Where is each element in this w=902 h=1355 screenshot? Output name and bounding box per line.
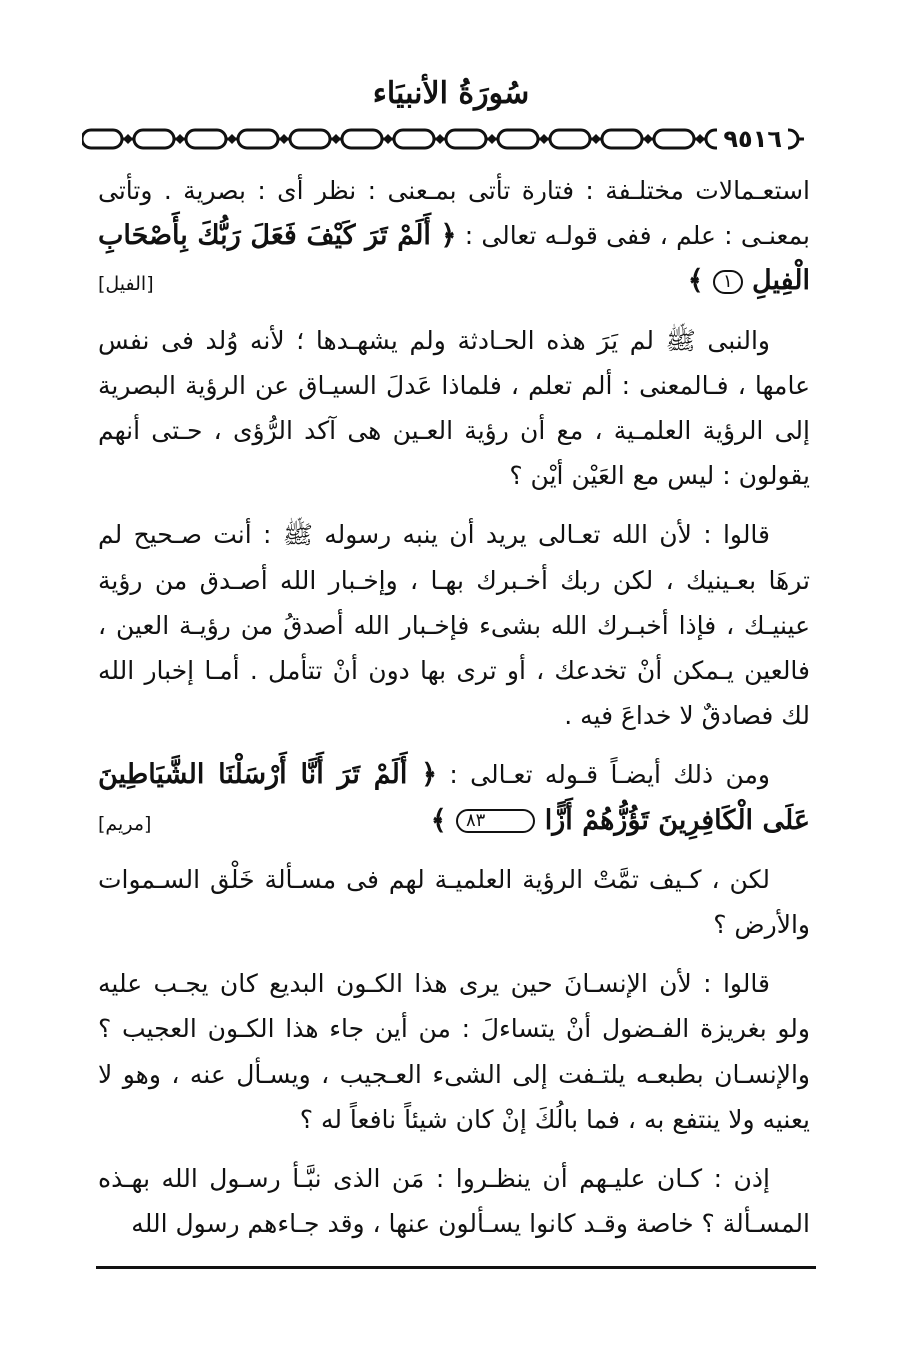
paragraph-7: إذن : كـان عليـهم أن ينظـروا : مَن الذى نبَّـأ رسـول الله بهـذه المسـألة ؟ خاصة وقـد كانوا يسـألون عنها ، وقد جـاءهم رسول الله: [98, 1164, 810, 1239]
ornament-link: [342, 130, 382, 148]
ornament-link: [446, 130, 486, 148]
ornament-link: [82, 130, 122, 148]
ornament-link: [134, 130, 174, 148]
page-number: ٩٥١٦: [717, 122, 788, 156]
quran-verse-1-close: ﴾: [687, 265, 713, 297]
ornament-link: [290, 130, 330, 148]
ornament-diamond: [695, 134, 705, 144]
ayah-number-2: ٨٣: [456, 809, 535, 833]
quran-verse-2-text: ﴿ أَلَمْ تَرَ أَنَّا أَرْسَلْنَا الشَّيَاطِينَ عَلَى الْكَافِرِينَ تَؤُزُّهُمْ أَزًّا: [98, 759, 810, 836]
surah-title: سُورَةُ الأنبيَاء: [372, 76, 530, 111]
paragraph-4: [98, 752, 810, 842]
ornament-bar: [82, 122, 804, 156]
ornament-link: [654, 130, 694, 148]
surah-reference-1: [الفيل]: [98, 273, 154, 296]
paragraph-4-text: ومن ذلك أيضـاً قـوله تعـالى :: [437, 760, 770, 790]
paragraph-3: قالوا : لأن الله تعـالى يريد أن ينبه رسوله ﷺ : أنت صـحيح لم ترهَا بعـينيك ، لكن ربك أخـبرك بهـا ، وإخـبار الله أصـدق من رؤية عينيـك ، فإذا أخبـرك الله بشىء فإخـبار الله أصدقُ من رؤيـة العين ، فالعين يـمكن أنْ تخدعك ، أو ترى بها دون أنْ تتأمل . أمـا إخبار الله لك فصادقٌ لا خداعَ فيه .: [98, 520, 810, 731]
paragraph-5: لكن ، كـيف تمَّتْ الرؤية العلميـة لهم فى مسـألة خَلْق السـموات والأرض ؟: [98, 864, 810, 940]
ornament-diamond: [331, 134, 341, 144]
quran-verse-2-close: ﴾: [430, 804, 457, 836]
surah-reference-2: [مريم]: [98, 812, 152, 835]
ornament-link: [602, 130, 642, 148]
bottom-rule: [96, 1266, 816, 1269]
ornament-diamond: [643, 134, 653, 144]
ornament-link: [394, 130, 434, 148]
ornament-diamond: [383, 134, 393, 144]
quran-verse-1-text: ﴿ أَلَمْ تَرَ كَيْفَ فَعَلَ رَبُّكَ بِأَصْحَابِ الْفِيلِ: [98, 220, 810, 297]
ornament-link: [238, 130, 278, 148]
ornament-link: [186, 130, 226, 148]
ornament-diamond: [279, 134, 289, 144]
ornament-diamond: [123, 134, 133, 144]
paragraph-6: قالوا : لأن الإنسـانَ حين يرى هذا الكـون البديع كان يجـب عليه ولو بغريزة الفـضول أنْ يتساءلَ : من أين جاء هذا الكـون العجيب ؟ والإنسـان بطبعـه يلتـفت إلى الشىء العـجيب ، ويسـأل عنه ، وهو لا يعنيه ولا ينتفع به ، فما بالُكَ إنْ كان شيئاً نافعاً له ؟: [98, 969, 810, 1134]
ornament-diamond: [487, 134, 497, 144]
ornament-diamond: [591, 134, 601, 144]
paragraph-1: [98, 168, 810, 304]
paragraph-2: والنبى ﷺ لم يَرَ هذه الحـادثة ولم يشهـدها ؛ لأنه وُلد فى نفس عامها ، فـالمعنى : ألم تعلم ، فلماذا عَدلَ السيـاق عن الرؤية البصرية إلى الرؤية العلمـية ، مع أن رؤية العـين هى آكد الرُّؤى ، حـتى أنهم يقولون : ليس مع العَيْن أيْن ؟: [98, 325, 810, 491]
ornament-link: [550, 130, 590, 148]
paragraph-1-text: استعـمالات مختلـفة : فتارة تأتى بمـعنى : نظر أى : بصرية . وتأتى بمعنـى : علم ، ففى قولـه تعالى :: [98, 176, 810, 251]
ornament-diamond: [227, 134, 237, 144]
page-text: [98, 168, 810, 1260]
ayah-number-1: ١: [713, 270, 743, 294]
ornament-diamond: [539, 134, 549, 144]
ornament-diamond: [175, 134, 185, 144]
ornament-diamond: [435, 134, 445, 144]
ornament-link: [498, 130, 538, 148]
